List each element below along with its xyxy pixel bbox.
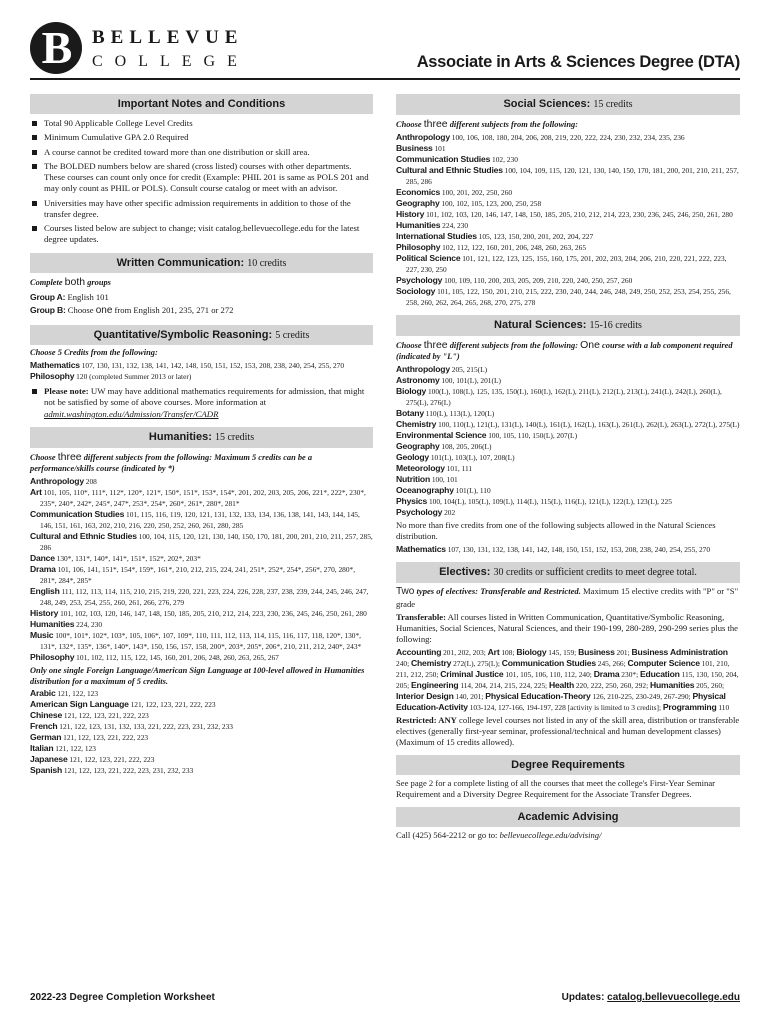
- subject-label: French: [30, 721, 58, 732]
- written-communication-section: [30, 253, 373, 318]
- humanities-subject: [30, 619, 373, 630]
- humanities-subject: [30, 630, 373, 652]
- quant-note-list: [30, 386, 373, 420]
- elective-types: Two types of electives: Transferable and Restricted. Maximum 15 elective credits with "P" or "S" grade: [396, 586, 739, 609]
- subject-label: Astronomy: [396, 375, 440, 386]
- humanities-subject: [30, 531, 373, 553]
- quantitative-section: [30, 325, 373, 420]
- course-numbers: 121, 122, 123, 221, 222, 223, 231, 232, 233: [62, 766, 194, 776]
- humanities-subject: [30, 487, 373, 509]
- natural-subject: [396, 419, 740, 430]
- elective-course-numbers: 101, 210, 211, 212, 250;: [396, 658, 730, 679]
- footer-title: 2022-23 Degree Completion Worksheet: [30, 992, 215, 1003]
- course-numbers: 100, 105, 110, 150(L), 207(L): [486, 431, 578, 441]
- subject-label: Environmental Science: [396, 430, 487, 441]
- elective-course-numbers: 205, 260;: [694, 680, 725, 690]
- subject-label: Meteorology: [396, 463, 445, 474]
- language-subject: [30, 688, 373, 699]
- subject-label: Geology: [396, 452, 429, 463]
- course-numbers: 100, 104(L), 105(L), 109(L), 114(L), 115(L), 116(L), 121(L), 122(L), 123(L), 225: [427, 497, 672, 507]
- elective-subject-label: Biology: [516, 646, 547, 657]
- course-numbers: 102, 230: [490, 155, 518, 165]
- subject-label: Psychology: [396, 507, 443, 518]
- course-numbers: 121, 122, 123, 131, 132, 133, 221, 222, 223, 231, 232, 233: [57, 722, 233, 732]
- bellevue-college-logo: [30, 22, 270, 78]
- natural-subject: [396, 386, 740, 408]
- elective-subject-label: Computer Science: [627, 657, 700, 668]
- subject-label: History: [30, 607, 59, 618]
- language-subject: [30, 765, 373, 776]
- course-numbers: 121, 122, 123: [53, 744, 96, 754]
- subject-label: Biology: [396, 386, 427, 397]
- natural-subject: [396, 375, 740, 386]
- course-numbers: 111, 112, 113, 114, 115, 210, 215, 219, 220, 221, 223, 224, 226, 228, 237, 238, 239, 244, 245, 246, 247, 248, 249, 253, 254, 255, 260, 261, 266, 276, 279: [40, 586, 369, 607]
- humanities-subject: [30, 553, 373, 564]
- language-subject: [30, 743, 373, 754]
- humanities-subject: [30, 652, 373, 663]
- elective-subject-label: Communication Studies: [501, 657, 596, 668]
- language-subject: [30, 710, 373, 721]
- transferable-course-list: [396, 647, 740, 713]
- social-subject: [396, 143, 740, 154]
- course-numbers: 102, 112, 122, 160, 201, 206, 248, 260, 263, 265: [440, 243, 587, 253]
- social-subject: [396, 253, 740, 275]
- elective-course-numbers: 103-124, 127-166, 194-197, 228 [activity is limited to 3 credits];: [467, 702, 663, 712]
- natural-subject: [396, 441, 740, 452]
- subject-label: Communication Studies: [396, 154, 491, 165]
- course-numbers: 100, 101: [430, 475, 458, 485]
- natural-subject: [396, 364, 740, 375]
- humanities-heading: Humanities: 15 credits: [30, 427, 373, 448]
- subject-label: Anthropology: [30, 475, 84, 486]
- advising-heading: Academic Advising: [396, 807, 740, 827]
- subject-label: Nutrition: [396, 474, 430, 485]
- academic-advising-section: [396, 807, 740, 841]
- elective-course-numbers: 126, 210-225, 230-249, 267-290;: [590, 691, 693, 701]
- elective-subject-label: Business Administration: [631, 646, 728, 657]
- course-numbers: 101, 111: [444, 464, 473, 474]
- social-sciences-section: [396, 94, 740, 308]
- social-subject: [396, 220, 740, 231]
- note-item: Minimum Cumulative GPA 2.0 Required: [30, 132, 373, 143]
- course-numbers: 100, 104, 109, 115, 120, 121, 130, 140, 150, 170, 181, 200, 201, 210, 211, 257, 285, 286: [406, 166, 739, 187]
- electives-section: [396, 562, 740, 748]
- humanities-subject: [30, 586, 373, 608]
- elective-subject-label: Education: [639, 668, 680, 679]
- subject-label: Physics: [396, 496, 428, 507]
- humanities-section: [30, 427, 373, 776]
- quant-note: Please note: UW may have additional mathematics requirements for admission, that might not be satisfied by some of above courses. More information at admit.washington.edu/Admission/Transfer/CADR: [30, 386, 373, 420]
- course-numbers: 100, 109, 110, 200, 203, 205, 209, 210, 220, 240, 250, 257, 260: [442, 276, 633, 286]
- elective-subject-label: Drama: [593, 668, 620, 679]
- humanities-subject: [30, 564, 373, 586]
- document-title: Associate in Arts & Sciences Degree (DTA): [416, 53, 740, 71]
- language-subject: [30, 721, 373, 732]
- course-numbers: 100*, 101*, 102*, 103*, 105, 106*, 107, 109*, 110, 111, 112, 113, 114, 115, 116, 117, 118, 120*, 130*, 131*, 132*, 135*, 136*, 140*, 143*, 150, 156, 157, 158, 200*, 203*, 205*, 206*, 210, 211, 212, 240*, 243*: [40, 630, 362, 651]
- subject-label: Psychology: [396, 275, 443, 286]
- social-subject: [396, 165, 740, 187]
- subject-label: English: [30, 585, 60, 596]
- written-heading: Written Communication: 10 credits: [30, 253, 373, 274]
- restricted-text: Restricted: ANY college level courses not listed in any of the skill area, distribution or transferable electives (generally first-year seminar, professional/technical and human development classes) (Maximum of 15 credits allowed).: [396, 714, 740, 747]
- natural-instructions: Choose three different subjects from the following: One course with a lab component required (indicated by "L"): [396, 339, 733, 362]
- subject-label: Political Science: [396, 253, 461, 264]
- degree-requirements-section: [396, 755, 740, 800]
- elective-course-numbers: 115, 130, 150, 204, 205;: [396, 669, 739, 690]
- left-column: [30, 94, 373, 783]
- social-subject: [396, 231, 740, 242]
- language-subject: [30, 699, 373, 710]
- social-subject: [396, 132, 740, 143]
- elective-course-numbers: 230*;: [619, 669, 640, 679]
- social-subject: [396, 154, 740, 165]
- note-item: The BOLDED numbers below are shared (cross listed) courses with other departments. These courses can count only once for credit (Example: PHIL 201 is same as POLS 201 and may only count as PHIL or POLS). Consult course catalog or meet with an advisor.: [30, 161, 373, 195]
- subject-label: Economics: [396, 187, 441, 198]
- note-item: A course cannot be credited toward more than one distribution or skill area.: [30, 147, 373, 158]
- subject-label: Oceanography: [396, 485, 454, 496]
- subject-label: Humanities: [30, 618, 75, 629]
- catalog-link[interactable]: catalog.bellevuecollege.edu: [607, 992, 740, 1003]
- course-numbers: 101(L), 110: [453, 486, 491, 496]
- subject-label: Anthropology: [396, 132, 450, 143]
- advising-text: Call (425) 564-2212 or go to: bellevuecollege.edu/advising/: [396, 829, 602, 840]
- course-numbers: 100, 104, 115, 120, 121, 130, 140, 150, 170, 181, 200, 201, 210, 211, 257, 285, 286: [40, 531, 373, 552]
- subject-label: History: [396, 209, 425, 220]
- degree-req-heading: Degree Requirements: [396, 755, 740, 775]
- subject-label: German: [30, 732, 62, 743]
- course-numbers: 121, 122, 123: [55, 689, 99, 699]
- advising-link[interactable]: bellevuecollege.edu/advising/: [499, 829, 602, 840]
- course-numbers: 101, 121, 122, 123, 125, 155, 160, 175, 201, 202, 203, 204, 206, 210, 220, 221, 222, 223, 227, 230, 250: [406, 254, 727, 275]
- subject-label: Geography: [396, 198, 440, 209]
- course-numbers: 110(L), 113(L), 120(L): [423, 409, 495, 419]
- subject-label: Chemistry: [396, 419, 437, 430]
- elective-course-numbers: 114, 204, 214, 215, 224, 225;: [458, 680, 549, 690]
- subject-label: Philosophy: [396, 242, 441, 253]
- logo-bottom-text: COLLEGE: [92, 53, 249, 70]
- course-numbers: 100, 101(L), 201(L): [439, 376, 501, 386]
- foreign-language-note: Only one single Foreign Language/American Sign Language at 100-level allowed in Humanities distribution for a maximum of 5 credits.: [30, 665, 365, 686]
- social-heading: Social Sciences: 15 credits: [396, 94, 740, 115]
- language-list: [30, 688, 373, 776]
- right-column: [396, 94, 740, 848]
- elective-course-numbers: 220, 222, 250, 260, 292;: [574, 680, 650, 690]
- natural-subject: [396, 485, 740, 496]
- language-subject: [30, 754, 373, 765]
- course-numbers: 101, 106, 141, 151*, 154*, 159*, 161*, 210, 212, 215, 224, 241, 251*, 252*, 254*, 256*, 270, 280*, 281*, 284*, 285*: [40, 564, 356, 585]
- elective-subject-label: Physical Education-Activity: [396, 690, 726, 712]
- quant-math: Mathematics 107, 130, 131, 132, 138, 141, 142, 148, 150, 151, 152, 153, 208, 238, 240, 254, 255, 270: [30, 360, 345, 371]
- elective-course-numbers: 245, 266;: [595, 658, 628, 668]
- subject-label: Music: [30, 629, 54, 640]
- social-subject-list: [396, 132, 740, 308]
- course-numbers: 101(L), 103(L), 107, 208(L): [428, 453, 515, 463]
- quant-heading: Quantitative/Symbolic Reasoning: 5 credits: [30, 325, 373, 346]
- footer-updates: Updates: catalog.bellevuecollege.edu: [561, 992, 740, 1003]
- quant-instructions: Choose 5 Credits from the following:: [30, 348, 158, 358]
- natural-subject-list: [396, 364, 740, 518]
- subject-label: Humanities: [396, 220, 441, 231]
- course-numbers: 105, 123, 150, 200, 201, 202, 204, 227: [476, 232, 594, 242]
- quant-philosophy: Philosophy 120 (completed Summer 2013 or later): [30, 371, 192, 382]
- group-b: Group B: Choose one from English 201, 235, 271 or 272: [30, 304, 234, 316]
- natural-subject: [396, 496, 740, 507]
- social-instructions: Choose three different subjects from the following:: [396, 117, 578, 130]
- subject-label: Business: [396, 143, 433, 154]
- subject-label: Arabic: [30, 688, 56, 699]
- course-numbers: 224, 230: [74, 619, 103, 629]
- elective-course-numbers: 140, 201;: [453, 691, 486, 701]
- elective-course-numbers: 240;: [396, 658, 411, 668]
- notes-section: [30, 94, 373, 246]
- notes-heading: Important Notes and Conditions: [30, 94, 373, 114]
- subject-label: Spanish: [30, 765, 63, 776]
- humanities-instructions: Choose three different subjects from the following: Maximum 5 credits can be a performance/skills course (indicated by *): [30, 450, 313, 474]
- natural-heading: Natural Sciences: 15-16 credits: [396, 315, 740, 336]
- course-numbers: 121, 122, 123, 221, 222, 223: [67, 755, 155, 765]
- natural-limit-note: No more than five credits from one of the following subjects allowed in the Natural Sciences distribution.: [396, 520, 716, 542]
- subject-label: Sociology: [396, 286, 436, 297]
- subject-label: Dance: [30, 552, 55, 563]
- natural-subject: [396, 408, 740, 419]
- course-numbers: 108, 205, 206(L): [439, 442, 492, 452]
- course-numbers: 121, 122, 123, 221, 222, 223: [61, 733, 149, 743]
- course-numbers: 205, 215(L): [449, 365, 488, 375]
- course-numbers: 224, 230: [440, 221, 469, 231]
- elective-course-numbers: 201;: [614, 647, 632, 657]
- elective-course-numbers: 108;: [499, 647, 517, 657]
- elective-subject-label: Interior Design: [396, 690, 454, 701]
- social-subject: [396, 198, 740, 209]
- course-numbers: 101, 105, 122, 150, 201, 210, 215, 222, 230, 240, 244, 246, 248, 249, 250, 252, 253, 254, 255, 256, 258, 260, 262, 264, 265, 268, 270, 275, 278: [406, 287, 731, 308]
- course-numbers: 100, 102, 105, 123, 200, 250, 258: [439, 199, 542, 209]
- humanities-subject: [30, 509, 373, 531]
- note-item: Universities may have other specific admission requirements in addition to those of the transfer degree.: [30, 198, 373, 221]
- notes-list: [30, 118, 373, 246]
- logo-letter: B: [41, 22, 73, 73]
- elective-subject-label: Art: [487, 646, 500, 657]
- course-numbers: 101, 102, 112, 115, 122, 145, 160, 201, 206, 248, 260, 263, 265, 267: [74, 652, 279, 662]
- elective-course-numbers: 110: [716, 702, 730, 712]
- subject-label: Italian: [30, 743, 54, 754]
- elective-subject-label: Health: [548, 679, 575, 690]
- humanities-subject-list: [30, 476, 373, 663]
- elective-subject-label: Engineering: [411, 679, 459, 690]
- natural-subject: [396, 474, 740, 485]
- subject-label: International Studies: [396, 231, 477, 242]
- note-item: Courses listed below are subject to change; visit catalog.bellevuecollege.edu for the latest degree updates.: [30, 223, 373, 246]
- subject-label: Drama: [30, 563, 56, 574]
- course-numbers: 100(L), 108(L), 125, 135, 150(L), 160(L), 162(L), 211(L), 212(L), 213(L), 241(L), 242(L), 260(L), 275(L), 276(L): [406, 387, 722, 408]
- elective-course-numbers: 272(L), 275(L);: [451, 658, 502, 668]
- course-numbers: 208: [83, 476, 97, 486]
- course-numbers: 101, 115, 116, 119, 120, 121, 131, 132, 133, 134, 136, 138, 141, 143, 144, 145, 146, 151, 161, 163, 202, 210, 216, 220, 250, 252, 260, 261, 280, 285: [40, 509, 360, 530]
- natural-subject: [396, 430, 740, 441]
- elective-course-numbers: 201, 202, 203;: [441, 647, 488, 657]
- degree-req-text: See page 2 for a complete listing of all the courses that meet the college's First-Year Seminar Requirement and a Diversity Degree Requirement for the Associate Transfer Degrees.: [396, 777, 716, 799]
- subject-label: Japanese: [30, 754, 68, 765]
- natural-sciences-section: [396, 315, 740, 555]
- subject-label: Geography: [396, 441, 440, 452]
- subject-label: Art: [30, 486, 42, 497]
- subject-label: Communication Studies: [30, 508, 125, 519]
- course-numbers: 101: [432, 144, 446, 154]
- course-numbers: 101, 102, 103, 120, 146, 147, 148, 150, 185, 205, 210, 212, 214, 223, 230, 236, 245, 246, 250, 261, 280: [424, 210, 733, 220]
- course-numbers: 101, 105, 110*, 111*, 112*, 120*, 121*, 150*, 151*, 153*, 154*, 201, 202, 203, 205, 206, 221*, 222*, 230*, 235*, 240*, 242*, 245*, 247*, 253*, 254*, 260*, 261*, 280*, 281*: [40, 487, 366, 508]
- transferable-text: Transferable: All courses listed in Written Communication, Quantitative/Symbolic Reasoning, Humanities, Social Sciences, Natural Sciences, and their 190-199, 280-289, 290-299 series plus the following:: [396, 611, 739, 644]
- subject-label: Botany: [396, 408, 424, 419]
- elective-subject-label: Programming: [662, 701, 717, 712]
- course-numbers: 121, 122, 123, 221, 222, 223: [62, 711, 149, 721]
- logo-top-text: BELLEVUE: [92, 27, 244, 48]
- humanities-subject: [30, 476, 373, 487]
- subject-label: Philosophy: [30, 651, 75, 662]
- social-subject: [396, 209, 740, 220]
- subject-label: Anthropology: [396, 364, 450, 375]
- course-numbers: 100, 201, 202, 250, 260: [440, 188, 513, 198]
- social-subject: [396, 242, 740, 253]
- elective-subject-label: Physical Education-Theory: [485, 690, 591, 701]
- elective-subject-label: Humanities: [649, 679, 695, 690]
- elective-subject-label: Business: [578, 646, 615, 657]
- subject-label: Chinese: [30, 710, 63, 721]
- header-rule: [30, 78, 740, 80]
- course-numbers: 130*, 131*, 140*, 141*, 151*, 152*, 202*, 203*: [54, 553, 201, 563]
- natural-subject: [396, 452, 740, 463]
- course-numbers: 121, 122, 123, 221, 222, 223: [128, 700, 216, 710]
- elective-course-numbers: 101, 105, 106, 110, 112, 240;: [503, 669, 594, 679]
- electives-heading: Electives: 30 credits or sufficient credits to meet degree total.: [396, 562, 740, 583]
- uw-admission-link[interactable]: admit.washington.edu/Admission/Transfer/CADR: [44, 408, 219, 419]
- subject-label: American Sign Language: [30, 699, 129, 710]
- elective-course-numbers: 145, 159;: [546, 647, 579, 657]
- elective-subject-label: Chemistry: [411, 657, 452, 668]
- group-a: Group A: English 101: [30, 291, 109, 302]
- course-numbers: 202: [442, 508, 456, 518]
- social-subject: [396, 275, 740, 286]
- elective-subject-label: Accounting: [396, 646, 442, 657]
- subject-label: Cultural and Ethnic Studies: [30, 530, 137, 541]
- humanities-subject: [30, 608, 373, 619]
- elective-subject-label: Criminal Justice: [440, 668, 504, 679]
- natural-math: Mathematics 107, 130, 131, 132, 138, 141, 142, 148, 150, 151, 152, 153, 208, 238, 240, 254, 255, 270: [396, 544, 711, 555]
- social-subject: [396, 286, 740, 308]
- course-numbers: 100, 110(L), 121(L), 131(L), 140(L), 161(L), 162(L), 163(L), 261(L), 262(L), 263(L), 272(L), 275(L): [436, 420, 740, 430]
- language-subject: [30, 732, 373, 743]
- subject-label: Cultural and Ethnic Studies: [396, 165, 503, 176]
- social-subject: [396, 187, 740, 198]
- course-numbers: 101, 102, 103, 120, 146, 147, 148, 150, 185, 205, 210, 212, 214, 223, 230, 236, 245, 246, 250, 261, 280: [58, 608, 367, 618]
- natural-subject: [396, 507, 740, 518]
- course-numbers: 100, 106, 108, 180, 204, 206, 208, 219, 220, 222, 224, 230, 232, 234, 235, 236: [449, 133, 685, 143]
- written-instructions: Complete both groups: [30, 276, 111, 289]
- natural-subject: [396, 463, 740, 474]
- note-item: Total 90 Applicable College Level Credits: [30, 118, 373, 129]
